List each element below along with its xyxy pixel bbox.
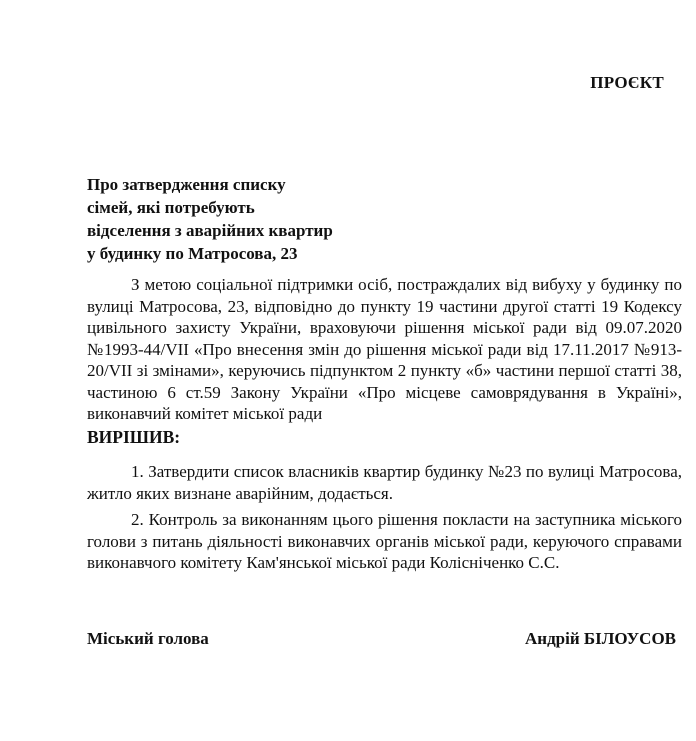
title-line: відселення з аварійних квартир [87, 221, 333, 240]
preamble-paragraph: З метою соціальної підтримки осіб, постраждалих від вибуху у будинку по вулиці Матросова, 23, відповідно до пункту 19 частини другої статті 19 Кодексу цивільного захисту України, враховуючи рішення міської ради від 09.07.2020 №1993-44/VII «Про внесення змін до рішення міської ради від 17.11.2017 №913-20/VII зі змінами», керуючись підпунктом 2 пункту «б» частини першої статті 38, частиною 6 ст.59 Закону України «Про місцеве самоврядування в Україні», виконавчий комітет міської ради [87, 275, 682, 423]
title-line: Про затвердження списку [87, 175, 286, 194]
signature-position: Міський голова [87, 629, 209, 648]
title-line: сімей, які потребують [87, 198, 255, 217]
decision-item-2: 2. Контроль за виконанням цього рішення покласти на заступника міського голови з питань діяльності виконавчих органів міської ради, керуючого справами виконавчого комітету Кам'янської міської ради Колісніченко С.С. [87, 510, 682, 572]
resolved-heading: ВИРІШИВ: [87, 427, 181, 447]
document-title [87, 173, 417, 265]
title-line: у будинку по Матросова, 23 [87, 244, 298, 263]
document-status-label: ПРОЄКТ [590, 73, 664, 92]
decision-item-1: 1. Затвердити список власників квартир будинку №23 по вулиці Матросова, житло яких визнане аварійним, додається. [87, 462, 682, 503]
signature-name: Андрій БІЛОУСОВ [525, 629, 676, 648]
